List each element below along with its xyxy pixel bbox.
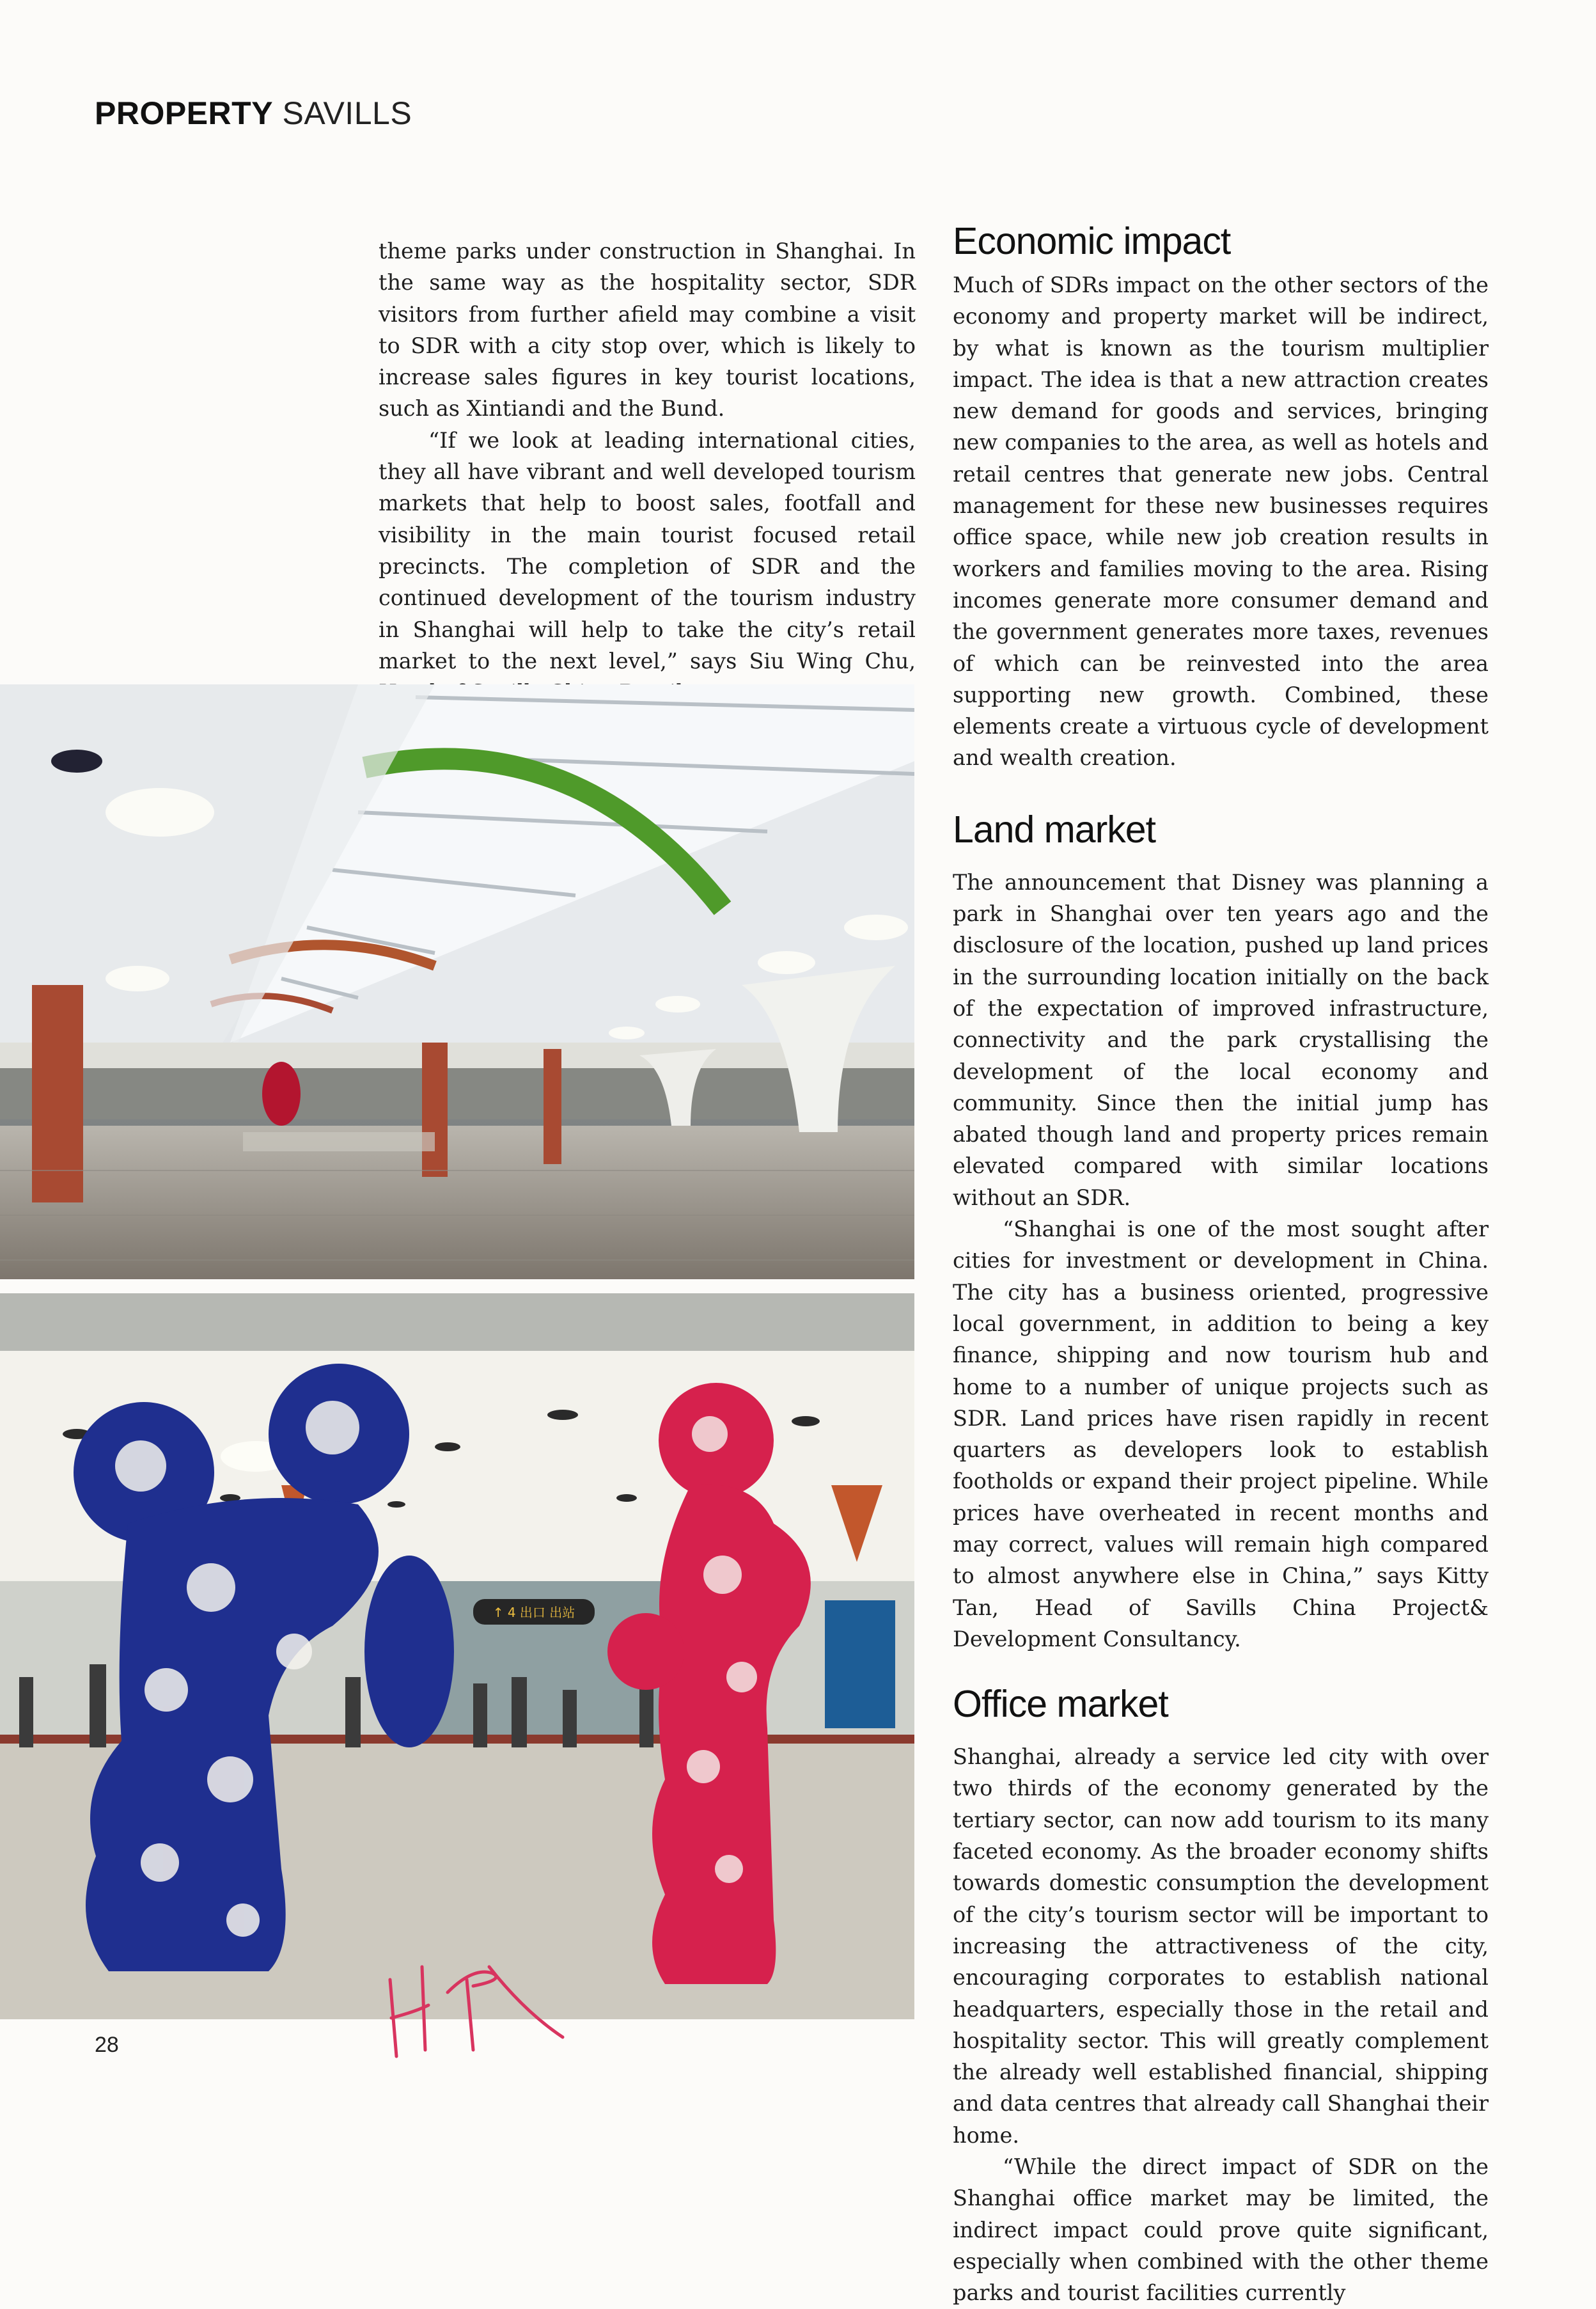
right-column (953, 220, 1489, 2309)
heading-economic-impact: Economic impact (953, 220, 1231, 262)
land-paragraph-2: “Shanghai is one of the most sought after cities for investment or development in China. The city has a business oriented, progressive local government, in addition to being a key finance, shipping and now tourism hub and home to a number of unique projects such as SDR. Land prices have risen rapidly in recent quarters as developers look to establish footholds or expand their project pipeline. While prices have overheated in recent months and may correct, values will remain high compared to almost anywhere else in China,” says Kitty Tan, Head of Savills China Project& Development Consultancy. (953, 1217, 1489, 1651)
office-paragraph-1: Shanghai, already a service led city with over two thirds of the economy generated by the tertiary sector, can now add tourism to its many faceted economy. As the broader economy shifts towards domestic consumption the development of the city’s tourism sector will be important to increasing the attractiveness of the city, encouraging corporates to establish national headquarters, especially those in the retail and hospitality sector. This will greatly complement the already well established financial, shipping and data centres that already call Shanghai their home. (953, 1744, 1489, 2148)
exit-sign-text: ↑ 4 出口 出站 (492, 1605, 575, 1620)
office-paragraph-2: “While the direct impact of SDR on the Shanghai office market may be limited, the indirect impact could prove quite significant, especially when combined with the other theme parks and tourist facilities currently (953, 2154, 1489, 2306)
header-publication: SAVILLS (282, 95, 412, 131)
page-header (95, 95, 412, 132)
heading-office-market: Office market (953, 1683, 1168, 1726)
heading-land-market: Land market (953, 808, 1155, 851)
economic-paragraph-1: Much of SDRs impact on the other sectors of the economy and property market will be indirect, by what is known as the tourism multiplier impact. The idea is that a new attraction creates new demand for goods and services, bringing new companies to the area, as well as hotels and retail centres that generate new jobs. Central management for these new businesses requires office space, while new job creation results in workers and families moving to the area. Rising incomes generate more consumer demand and the government generates more taxes, revenues of which can be reinvested into the area supporting new growth. Combined, these elements create a virtuous cycle of development and wealth creation. (953, 272, 1489, 771)
photo-mickey-sculptures (0, 1293, 914, 2019)
left-column (379, 235, 916, 708)
concourse-illustration (0, 684, 914, 1279)
land-paragraph-1: The announcement that Disney was planning a park in Shanghai over ten years ago and the disclosure of the location, pushed up land prices in the surrounding location initially on the back of the expectation of improved infrastructure, connectivity and the park crystallising the development of the local economy and community. Since then the initial jump has abated though land and property prices remain elevated compared with similar locations without an SDR. (953, 869, 1489, 1210)
left-paragraph-2: “If we look at leading international cities, they all have vibrant and well developed tourism markets that help to boost sales, footfall and visibility in the main tourist focused retail precincts. The completion of SDR and the continued development of the tourism industry in Shanghai will help to take the city’s retail market to the next level,” says Siu Wing Chu, (379, 427, 916, 674)
page-number: 28 (95, 2033, 119, 2057)
header-section: PROPERTY (95, 95, 274, 131)
left-paragraph-1: theme parks under construction in Shanghai. In the same way as the hospitality sector, SDR visitors from further afield may combine a visit to SDR with a city stop over, which is likely to increase sales figures in key tourist locations, such as Xintiandi and the Bund. (379, 239, 916, 422)
mickey-illustration (0, 1293, 914, 2019)
photo-concourse (0, 684, 914, 1279)
handwritten-signature (377, 1941, 569, 2069)
